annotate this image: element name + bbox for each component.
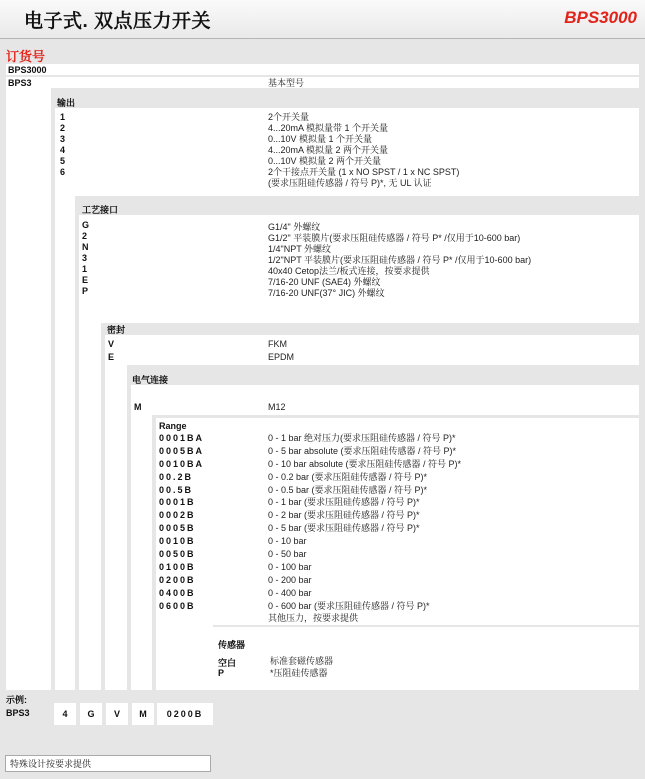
seal-desc: FKM (268, 339, 287, 349)
output-code: 4 (60, 145, 66, 155)
range-code: 0600B (159, 600, 196, 611)
range-desc: 0 - 50 bar (268, 549, 307, 560)
range-desc: 0 - 0.2 bar (要求压阻硅传感器 / 符号 P)* (268, 471, 428, 482)
range-desc: 0 - 10 bar absolute (要求压阻硅传感器 / 符号 P)* (268, 458, 462, 469)
example-part-electrical: M (132, 703, 154, 725)
range-code: 0001B (159, 497, 196, 508)
process-code: 3 (82, 253, 88, 263)
seal-code: V (108, 339, 115, 349)
electrical-column (131, 385, 152, 690)
process-codes (82, 220, 89, 297)
range-code: 0200B (159, 574, 196, 585)
model-full-row (6, 64, 639, 75)
process-code: 2 (82, 231, 88, 241)
base-desc: 基本型号 (268, 78, 305, 88)
range-title: Range (159, 421, 187, 431)
page-title: 电子式. 双点压力开关 (24, 11, 212, 32)
seal-code: E (108, 352, 115, 362)
electrical-title: 电气连接 (132, 375, 169, 385)
output-code: 6 (60, 167, 66, 177)
output-desc: 0...10V 模拟量 2 两个开关量 (268, 156, 382, 166)
example-label: 示例: (6, 695, 27, 705)
base-column (6, 77, 51, 690)
range-code: 0002B (159, 510, 196, 521)
process-desc: 1/4"NPT 外螺纹 (268, 244, 332, 254)
process-desc: 7/16-20 UNF (SAE4) 外螺纹 (268, 277, 381, 287)
range-other: 其他压力，按要求提供 (268, 613, 359, 624)
output-code: 1 (60, 112, 66, 122)
electrical-code: M (134, 402, 142, 412)
range-code: 0400B (159, 587, 196, 598)
sensor-code: P (218, 668, 225, 678)
range-desc: 0 - 5 bar (要求压阻硅传感器 / 符号 P)* (268, 523, 420, 534)
range-desc: 0 - 200 bar (268, 574, 312, 585)
example-model: BPS3 (6, 708, 30, 718)
output-descs (268, 112, 459, 189)
example-part-process: G (80, 703, 102, 725)
process-code: P (82, 286, 89, 296)
base-row (51, 77, 639, 88)
sensor-desc: 标准套磁传感器 (270, 656, 334, 666)
range-desc: 0 - 1 bar (要求压阻硅传感器 / 符号 P)* (268, 497, 420, 508)
sensor-code: 空白 (218, 658, 237, 668)
range-code: 0005BA (159, 445, 205, 456)
process-code: G (82, 220, 90, 230)
output-desc: 2个干接点开关量 (1 x NO SPST / 1 x NC SPST) (268, 167, 460, 177)
process-desc: 7/16-20 UNF(37° JIC) 外螺纹 (268, 288, 385, 298)
range-desc: 0 - 10 bar (268, 536, 307, 547)
range-code: 0100B (159, 561, 196, 572)
seal-column (105, 335, 127, 690)
range-code: 00.5B (159, 484, 194, 495)
output-codes (60, 112, 65, 178)
process-code: 1 (82, 264, 88, 274)
model-full: BPS3000 (8, 65, 47, 75)
footer-note: 特殊设计按要求提供 (5, 755, 211, 772)
example-part-range: 0200B (157, 703, 213, 725)
range-codes (159, 432, 204, 612)
output-desc: 4...20mA 模拟量 2 两个开关量 (268, 145, 389, 155)
process-desc: 1/2"NPT 平装膜片(要求压阻硅传感器 / 符号 P* /仅用于10-600 bar) (268, 255, 532, 265)
seal-desc: EPDM (268, 352, 295, 362)
output-title: 输出 (57, 98, 76, 108)
process-code: N (82, 242, 89, 252)
range-desc: 0 - 400 bar (268, 587, 312, 598)
range-code: 0005B (159, 523, 196, 534)
seal-row (127, 335, 639, 365)
seal-title: 密封 (107, 325, 126, 335)
range-desc: 0 - 600 bar (要求压阻硅传感器 / 符号 P)* (268, 600, 430, 611)
output-code: 5 (60, 156, 66, 166)
range-code: 00.2B (159, 471, 194, 482)
sensor-desc: *压阻硅传感器 (270, 668, 328, 678)
seal-codes (108, 338, 114, 364)
example-part-output: 4 (54, 703, 76, 725)
process-desc: G1/2" 平装膜片(要求压阻硅传感器 / 符号 P* /仅用于10-600 bar) (268, 233, 521, 243)
output-column (55, 108, 75, 690)
process-title: 工艺接口 (82, 205, 119, 215)
range-desc: 0 - 100 bar (268, 561, 312, 572)
sensor-title: 传感器 (218, 640, 246, 650)
range-desc: 0 - 0.5 bar (要求压阻硅传感器 / 符号 P)* (268, 484, 428, 495)
process-desc: 40x40 Cetop法兰/板式连接，按要求提供 (268, 266, 430, 276)
electrical-desc: M12 (268, 402, 286, 412)
process-descs (268, 222, 531, 299)
output-desc: 4...20mA 模拟量带 1 个开关量 (268, 123, 389, 133)
range-code: 0001BA (159, 433, 205, 443)
output-desc: (要求压阻硅传感器 / 符号 P)*, 无 UL 认证 (268, 178, 432, 188)
range-desc: 0 - 5 bar absolute (要求压阻硅传感器 / 符号 P)* (268, 445, 457, 456)
brand-logo: BPS3000 (564, 8, 637, 27)
range-desc: 0 - 1 bar 绝对压力(要求压阻硅传感器 / 符号 P)* (268, 433, 456, 443)
seal-descs (268, 338, 294, 364)
output-code: 2 (60, 123, 66, 133)
range-descs (268, 432, 461, 625)
electrical-row (152, 385, 639, 415)
base-code: BPS3 (8, 78, 32, 88)
output-desc: 2个开关量 (268, 112, 310, 122)
process-code: E (82, 275, 89, 285)
range-desc: 0 - 2 bar (要求压阻硅传感器 / 符号 P)* (268, 510, 420, 521)
output-code: 3 (60, 134, 66, 144)
header-bar (0, 0, 645, 39)
range-code: 0010B (159, 536, 196, 547)
example-part-seal: V (106, 703, 128, 725)
range-code: 0050B (159, 549, 196, 560)
output-desc: 0...10V 模拟量 1 个开关量 (268, 134, 373, 144)
section-title: 订货号 (6, 49, 46, 64)
process-desc: G1/4" 外螺纹 (268, 222, 321, 232)
range-code: 0010BA (159, 458, 205, 469)
